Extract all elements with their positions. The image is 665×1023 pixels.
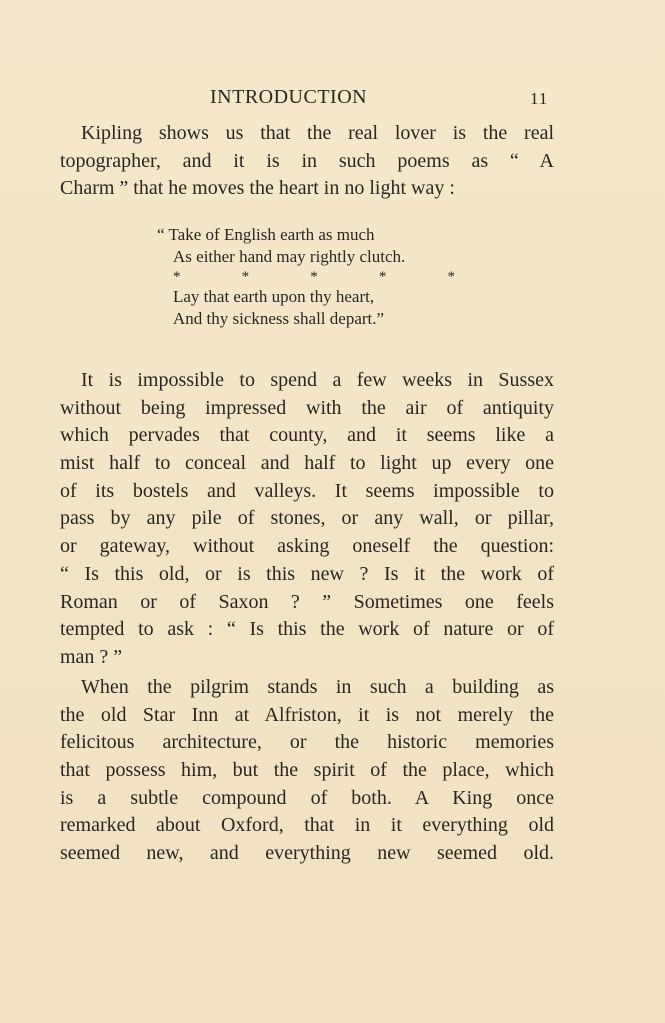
text-line: It is impossible to spend a few weeks in Sussex (81, 369, 554, 391)
text-line: man ? ” (60, 645, 123, 668)
asterisk: * (241, 269, 250, 285)
text-line: Kipling shows us that the real lover is the real (81, 122, 554, 144)
text-line: that possess him, but the spirit of the place, which (60, 759, 554, 782)
paragraph-kipling (60, 120, 554, 203)
poem-line: And thy sickness shall depart.” (173, 309, 385, 328)
text-line: When the pilgrim stands in such a building as (81, 676, 554, 698)
text-line: Charm ” that he moves the heart in no light way : (60, 177, 455, 200)
text-line: of its bostels and valleys. It seems impossible to (60, 479, 554, 502)
poem-quote (157, 224, 467, 330)
paragraph-pilgrim (60, 674, 554, 868)
text-line: or gateway, without asking oneself the question: (60, 535, 554, 558)
text-line: which pervades that county, and it seems like a (60, 424, 554, 447)
text-line: mist half to conceal and half to light up every one (60, 452, 554, 475)
asterisk: * (310, 269, 318, 285)
page-header (0, 84, 665, 110)
poem-line: Lay that earth upon thy heart, (173, 287, 375, 306)
page-number: 11 (530, 89, 549, 108)
text-line: without being impressed with the air of antiquity (60, 396, 554, 419)
text-line: the old Star Inn at Alfriston, it is not merely the (60, 703, 554, 726)
running-title: INTRODUCTION (210, 86, 368, 108)
asterisk: * (378, 269, 387, 285)
text-line: felicitous architecture, or the historic memories (60, 731, 554, 754)
text-line: pass by any pile of stones, or any wall, or pillar, (60, 507, 554, 530)
text-line: topographer, and it is in such poems as “ A (60, 149, 554, 172)
asterism-divider (157, 268, 467, 286)
asterisk: * (447, 269, 455, 285)
text-line: “ Is this old, or is this new ? Is it the work of (60, 562, 554, 585)
text-line: is a subtle compound of both. A King once (60, 786, 554, 809)
asterisk: * (173, 269, 181, 285)
text-line: seemed new, and everything new seemed old. (60, 842, 554, 865)
text-line: remarked about Oxford, that in it everything old (60, 814, 554, 837)
text-line: Roman or of Saxon ? ” Sometimes one feels (60, 590, 554, 613)
text-line: tempted to ask : “ Is this the work of nature or of (60, 618, 554, 641)
poem-line: As either hand may rightly clutch. (173, 247, 406, 266)
poem-line: “ Take of English earth as much (157, 225, 375, 244)
paragraph-sussex (60, 367, 554, 672)
